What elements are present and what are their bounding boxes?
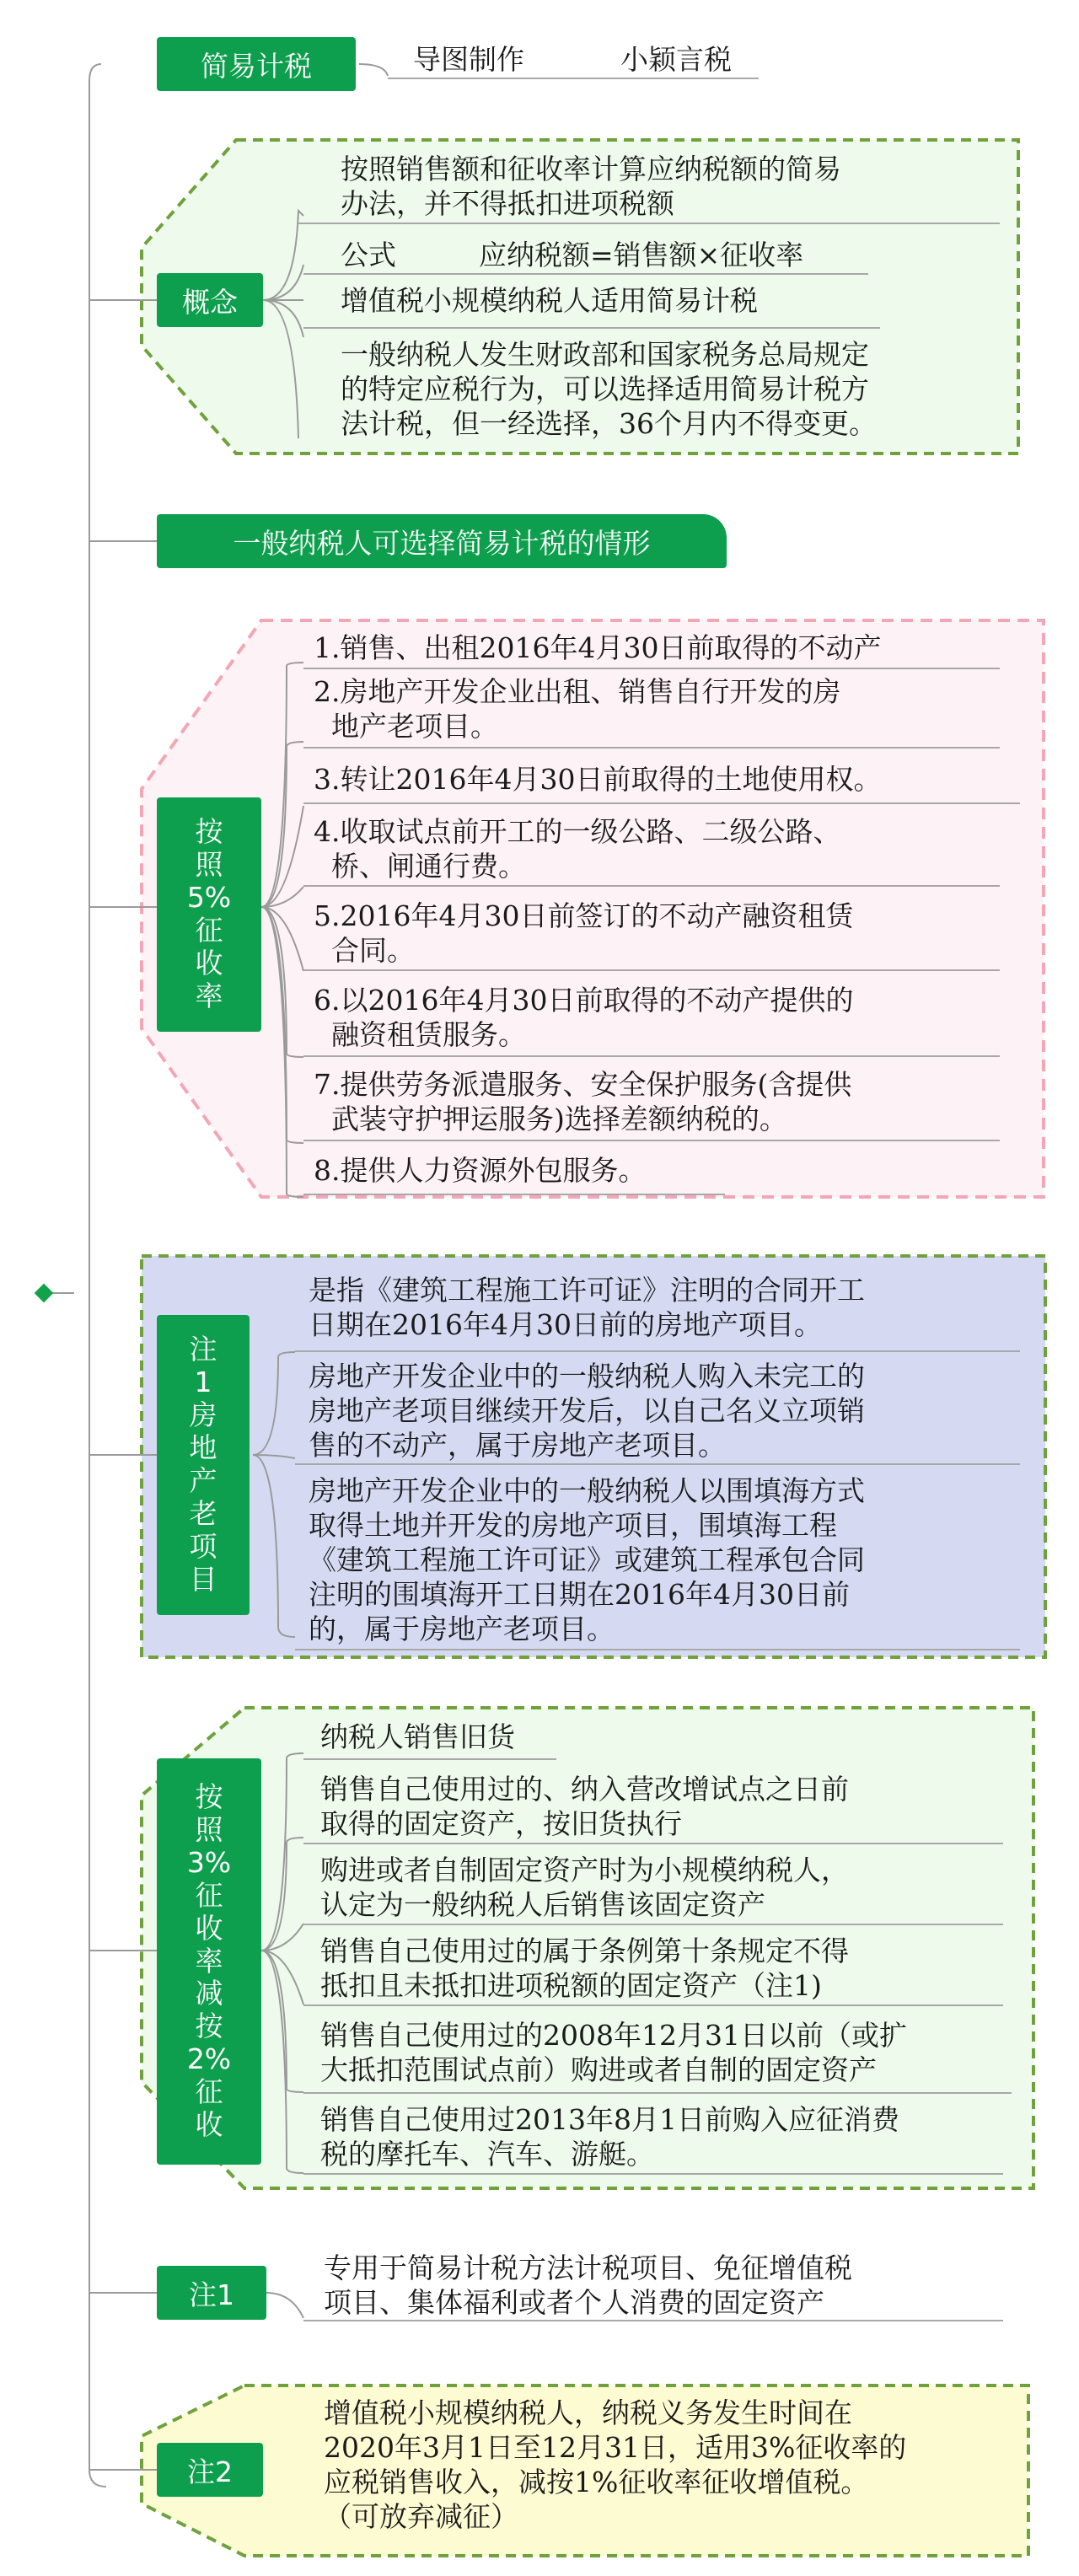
rate3-label-char: 征 xyxy=(195,2075,223,2109)
rate3-label-char: 收 xyxy=(195,1911,223,1945)
header-sub-b: 小颖言税 xyxy=(620,43,732,76)
rate5-label-char: 收 xyxy=(195,946,223,979)
rate5-underline-5 xyxy=(303,969,1000,971)
rate5-item-5: 5.2016年4月30日前签订的不动产融资租赁 合同。 xyxy=(314,899,854,967)
rate3-item-4: 销售自己使用过的属于条例第十条规定不得 抵扣且未抵扣进项税额的固定资产（注1) xyxy=(320,1935,849,2002)
rate5-item-4: 4.收取试点前开工的一级公路、二级公路、 桥、闸通行费。 xyxy=(314,815,841,883)
n1-label: 注1 xyxy=(189,2278,234,2311)
concept-underline-1 xyxy=(298,223,1000,224)
rate5-underline-8 xyxy=(303,1194,725,1195)
note1-item-2: 房地产开发企业中的一般纳税人购入未完工的 房地产老项目继续开发后，以自己名义立项销 售的不动产，属于房地产老项目。 xyxy=(309,1360,865,1462)
note1-node[interactable] xyxy=(157,1315,250,1615)
rate5-underline-6 xyxy=(303,1055,1000,1057)
concept-underline-3 xyxy=(303,327,880,329)
rate5-item-7: 7.提供劳务派遣服务、安全保护服务(含提供 武装守护押运服务)选择差额纳税的。 xyxy=(314,1068,852,1135)
concept-item-5: 一般纳税人发生财政部和国家税务总局规定 的特定应税行为，可以选择适用简易计税方 法计税，但一经选择，36个月内不得变更。 xyxy=(341,338,877,440)
rate3-label-char: 按 xyxy=(195,2010,223,2043)
note1-label-char: 目 xyxy=(189,1562,217,1596)
rate3-item-3: 购进或者自制固定资产时为小规模纳税人， 认定为一般纳税人后销售该固定资产 xyxy=(320,1854,849,1921)
note1-label-char: 老 xyxy=(189,1496,217,1530)
rate3-underline-2 xyxy=(303,1843,1003,1844)
rate5-underline-2 xyxy=(303,747,1000,749)
concept-label: 概念 xyxy=(182,285,238,319)
rate5-label-char: 率 xyxy=(195,979,223,1012)
rate3-item-5: 销售自己使用过的2008年12月31日以前（或扩 大抵扣范围试点前）购进或者自制的固定资产 xyxy=(320,2019,907,2086)
note1-label-char: 项 xyxy=(189,1529,217,1563)
rate3-underline-3 xyxy=(303,1924,1003,1925)
concept-underline-2 xyxy=(303,273,868,275)
rate3-label-char: 率 xyxy=(195,1944,223,1978)
rate5-item-3: 3.转让2016年4月30日前取得的土地使用权。 xyxy=(314,763,882,796)
concept-item-1: 按照销售额和征收率计算应纳税额的简易 办法，并不得抵扣进项税额 xyxy=(341,153,841,220)
rate3-underline-4 xyxy=(303,2004,1003,2006)
rate3-underline-1 xyxy=(303,1758,556,1760)
note1-underline-2 xyxy=(295,1463,1020,1465)
note1-label-char: 房 xyxy=(189,1398,217,1432)
note1-item-1: 是指《建筑工程施工许可证》注明的合同开工 日期在2016年4月30日前的房地产项目。 xyxy=(309,1274,865,1341)
rate3-label-char: 减 xyxy=(195,1977,223,2010)
section-title: 一般纳税人可选择简易计税的情形 xyxy=(233,526,651,560)
note1-label-char: 注 xyxy=(189,1333,217,1366)
rate5-label-char: 照 xyxy=(195,848,223,882)
rate5-item-6: 6.以2016年4月30日前取得的不动产提供的 融资租赁服务。 xyxy=(314,984,854,1051)
header-underline xyxy=(388,78,759,79)
rate5-item-8: 8.提供人力资源外包服务。 xyxy=(314,1154,647,1187)
rate5-underline-4 xyxy=(303,885,1000,887)
rate5-underline-7 xyxy=(303,1140,1000,1141)
rate3-item-1: 纳税人销售旧货 xyxy=(320,1720,515,1753)
rate5-underline-3 xyxy=(303,802,1020,804)
concept-item-4: 增值税小规模纳税人适用简易计税 xyxy=(341,284,758,317)
rate3-label-char: 3% xyxy=(186,1845,232,1879)
n2-node[interactable] xyxy=(157,2443,263,2497)
rate3-label-char: 收 xyxy=(195,2108,223,2142)
section-title-node[interactable] xyxy=(157,514,727,568)
concept-item-3: 应纳税额=销售额×征收率 xyxy=(479,239,804,271)
concept-item-2: 公式 xyxy=(341,239,396,271)
note1-label-char: 产 xyxy=(189,1464,217,1497)
n2-label: 注2 xyxy=(187,2455,233,2488)
rate3-item-6: 销售自己使用过2013年8月1日前购入应征消费 税的摩托车、汽车、游艇。 xyxy=(320,2103,899,2171)
rate5-underline-1 xyxy=(303,668,1000,669)
header-sub-a: 导图制作 xyxy=(413,43,524,76)
n2-text: 增值税小规模纳税人，纳税义务发生时间在 2020年3月1日至12月31日，适用3%征收率的 应税销售收入，减按1%征收率征收增值税。 （可放弃减征） xyxy=(324,2396,907,2533)
rate3-label-char: 照 xyxy=(195,1812,223,1846)
rate5-label-char: 征 xyxy=(195,914,223,947)
rate5-label-char: 按 xyxy=(195,815,223,849)
rate3-label-char: 按 xyxy=(195,1779,223,1813)
rate5-item-2: 2.房地产开发企业出租、销售自行开发的房 地产老项目。 xyxy=(314,675,841,743)
header-title: 简易计税 xyxy=(201,49,312,83)
note1-label-char: 1 xyxy=(194,1366,212,1399)
note1-item-3: 房地产开发企业中的一般纳税人以围填海方式 取得土地并开发的房地产项目，围填海工程 《建筑工程施工许可证》或建筑工程承包合同 注明的围填海开工日期在2016年4月30日前 的，属于房地产老项目。 xyxy=(309,1474,865,1645)
rate5-item-1: 1.销售、出租2016年4月30日前取得的不动产 xyxy=(314,631,882,664)
rate3-item-2: 销售自己使用过的、纳入营改增试点之日前 取得的固定资产，按旧货执行 xyxy=(320,1773,849,1840)
rate3-underline-6 xyxy=(303,2173,1003,2175)
rate5-label-char: 5% xyxy=(186,881,232,915)
note1-label-char: 地 xyxy=(189,1431,217,1465)
note1-underline-3 xyxy=(295,1649,1020,1650)
note1-underline-1 xyxy=(295,1350,1020,1352)
n1-node[interactable] xyxy=(157,2266,266,2320)
n1-text: 专用于简易计税方法计税项目、免征增值税 项目、集体福利或者个人消费的固定资产 xyxy=(324,2251,852,2319)
header-title-node[interactable] xyxy=(157,37,356,91)
rate3-node[interactable] xyxy=(157,1758,261,2165)
rate3-underline-5 xyxy=(303,2092,1012,2094)
n1-underline xyxy=(303,2320,1003,2321)
concept-node[interactable] xyxy=(157,273,263,327)
rate5-node[interactable] xyxy=(157,797,261,1032)
rate3-label-char: 2% xyxy=(186,2042,232,2076)
rate3-label-char: 征 xyxy=(195,1878,223,1912)
